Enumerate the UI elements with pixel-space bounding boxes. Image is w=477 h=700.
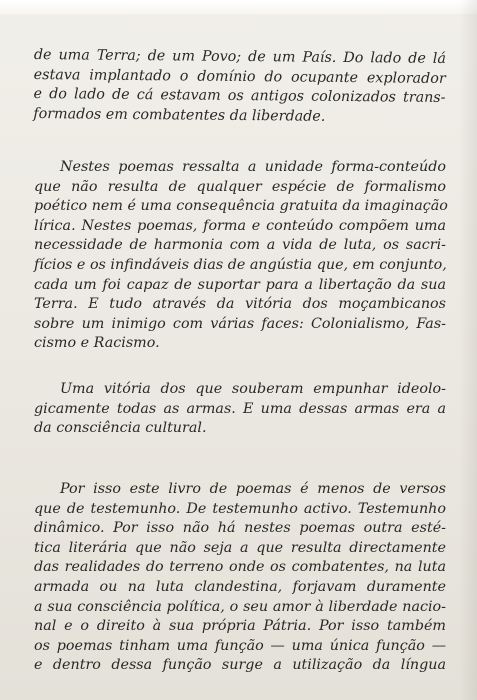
text-line: fícios e os infindáveis dias de angústia que, em conjunto, bbox=[34, 256, 447, 273]
text-line: necessidade de harmonia com a vida de luta, os sacri- bbox=[34, 237, 446, 254]
text-line: cismo e Racismo. bbox=[34, 335, 160, 352]
text-line: armada ou na luta clandestina, forjavam duramente bbox=[34, 578, 446, 595]
text-line: a sua consciência política, o seu amor à liberdade nacio- bbox=[34, 598, 446, 615]
text-line: estava implantado o domínio do ocupante explorador bbox=[33, 66, 446, 87]
paragraph-1 bbox=[33, 46, 446, 128]
text-line: sobre um inimigo com várias faces: Colonialismo, Fas- bbox=[34, 315, 446, 332]
text-line: que não resulta de qualquer espécie de formalismo bbox=[34, 178, 446, 195]
text-line: da consciência cultural. bbox=[34, 420, 207, 437]
text-line: que de testemunho. De testemunho activo. Testemunho bbox=[34, 500, 446, 517]
paragraph-4 bbox=[34, 480, 446, 676]
text-line: formados em combatentes da liberdade. bbox=[33, 105, 326, 125]
text-line: das realidades do terreno onde os combatentes, na luta bbox=[34, 559, 446, 576]
text-line: nal e o direito à sua própria Pátria. Por isso também bbox=[34, 618, 446, 635]
text-line: Uma vitória dos que souberam empunhar ideolo- bbox=[60, 381, 446, 397]
paragraph-3 bbox=[34, 380, 446, 439]
text-line: tica literária que não seja a que resulta directamente bbox=[34, 539, 446, 556]
text-line: poético nem é uma consequência gratuita da imaginação bbox=[34, 198, 448, 215]
text-line: de uma Terra; de um Povo; de um País. Do lado de lá bbox=[33, 46, 446, 67]
page-top-edge bbox=[0, 0, 477, 14]
page-fold-shadow bbox=[459, 0, 477, 700]
text-line: lírica. Nestes poemas, forma e conteúdo compõem uma bbox=[34, 217, 446, 234]
text-line: cada um foi capaz de suportar para a libertação da sua bbox=[34, 276, 446, 293]
text-line: Terra. E tudo através da vitória dos moçambicanos bbox=[34, 296, 446, 313]
text-line: dinâmico. Por isso não há nestes poemas outra esté- bbox=[34, 520, 446, 537]
text-line: Nestes poemas ressalta a unidade forma-conteúdo bbox=[60, 159, 446, 175]
text-line: Por isso este livro de poemas é menos de versos bbox=[60, 481, 446, 497]
text-line: e dentro dessa função surge a utilização da língua bbox=[34, 657, 446, 674]
paragraph-2 bbox=[34, 158, 446, 354]
text-line: gicamente todas as armas. E uma dessas armas era a bbox=[34, 400, 446, 417]
text-line: e do lado de cá estavam os antigos colonizados trans- bbox=[33, 86, 446, 107]
text-line: os poemas tinham uma função — uma única função — bbox=[34, 637, 446, 654]
